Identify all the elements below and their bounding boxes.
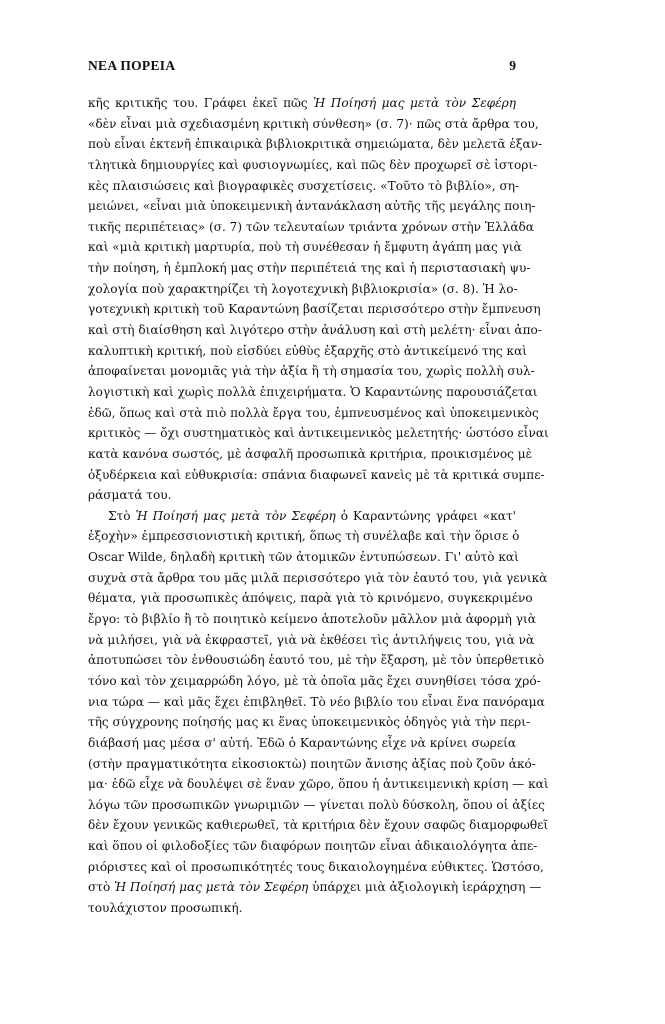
- text-line: [88, 176, 520, 197]
- text-run: θέματα, γιὰ προσωπικὲς ἀπόψεις, παρὰ γιὰ τὸ κρινόμενο, συγκεκριμένο: [88, 591, 533, 606]
- text-line: [88, 712, 531, 733]
- text-run: ἐδῶ, ὅπως καὶ στὰ πιὸ πολλὰ ἔργα του, ἐμπνευσμένος καὶ ὑποκειμενικὸς: [88, 405, 539, 420]
- text-run: ἐξοχὴν» ἐμπρεσσιονιστικὴ κριτική, ὅπως τὴ συνέλαβε καὶ τὴν ὅρισε ὁ: [88, 529, 520, 544]
- paragraph: [88, 93, 549, 506]
- text-line: [88, 506, 516, 527]
- text-run: τόνο καὶ τὸν χειμαρρώδη λόγο, μὲ τὰ ὁποῖα μᾶς ἔχει συνηθίσει τόσα χρό-: [88, 673, 541, 688]
- text-run: νια τώρα — καὶ μᾶς ἔχει ἐπιβληθεῖ. Τὸ νέο βιβλίο του εἶναι ἕνα πανόραμα: [88, 694, 545, 709]
- body-text: [88, 93, 549, 919]
- text-run: μειώνει, «εἶναι μιὰ ὑποκειμενικὴ ἀντανάκλαση αὐτῆς τῆς μεγάλης ποιη-: [88, 199, 536, 214]
- text-line: [88, 526, 520, 547]
- text-run: λογιστικὴ καὶ χωρὶς πολλὰ ἐπιχειρήματα. Ὁ Καραντώνης παρουσιάζεται: [88, 384, 538, 399]
- text-run: καλυπτικὴ κριτική, ποὺ εἰσδύει εὐθὺς ἐξαρχῆς στὸ ἀντικείμενό της καὶ: [88, 343, 527, 358]
- paragraph: [88, 506, 549, 919]
- text-run: ὁ Καραντώνης γράφει «κατ': [335, 508, 516, 523]
- text-line: [88, 134, 543, 155]
- text-line: [88, 754, 536, 775]
- text-run: καὶ στὴ διαίσθηση καὶ λιγότερο στὴν ἀνάλυση καὶ στὴ μελέτη· εἶναι ἀπο-: [88, 323, 542, 338]
- text-run: τλητικὰ δημιουργίες καὶ φυσιογνωμίες, καὶ πῶς δὲν προχωρεῖ σὲ ἱστορι-: [88, 157, 538, 172]
- text-run: ποὺ εἶναι ἐκτενῆ ἐπικαιρικὰ βιβλιοκριτικὰ σημειώματα, δὲν μελετᾶ ἐξαν-: [88, 137, 543, 152]
- text-run: ὑπάρχει μιὰ ἀξιολογικὴ ἱεράρχηση —: [308, 880, 542, 895]
- book-title: Ἡ Ποίησή μας μετὰ τὸν Σεφέρη: [313, 96, 516, 110]
- text-run: νὰ μιλήσει, γιὰ νὰ ἐκφραστεῖ, γιὰ νὰ ἐκθέσει τὶς ἀντιλήψεις του, γιὰ νὰ: [88, 632, 535, 647]
- text-line: [88, 299, 541, 320]
- text-line: [88, 609, 536, 630]
- text-line: [88, 279, 516, 300]
- text-line: [88, 795, 545, 816]
- text-run: λόγω τῶν προσωπικῶν γνωριμιῶν — γίνεται πολὺ δύσκολη, ὅπου οἱ ἀξίες: [88, 797, 545, 812]
- book-title: Ἡ Ποίησή μας μετὰ τὸν Σεφέρη: [135, 508, 336, 523]
- text-line: [88, 671, 541, 692]
- text-line: [88, 692, 545, 713]
- running-head: ΝΕΑ ΠΟΡΕΙΑ: [88, 58, 176, 73]
- text-line: [88, 588, 533, 609]
- text-line: [88, 733, 516, 754]
- text-line: [88, 361, 535, 382]
- text-line: [88, 382, 538, 403]
- text-run: μα· ἐδῶ εἶχε νὰ δουλέψει σὲ ἕναν χῶρο, ὅπου ἡ ἀντικειμενικὴ κρίση — καὶ: [88, 777, 549, 792]
- text-run: δὲν ἔχουν γενικῶς καθιερωθεῖ, τὰ κριτήρια δὲν ἔχουν σαφῶς διαμορφωθεῖ: [88, 818, 549, 833]
- text-run: κατὰ κανόνα σωστός, μὲ ἀσφαλῆ προσωπικὰ κριτήρια, προικισμένος μὲ: [88, 446, 533, 461]
- text-line: [88, 650, 545, 671]
- text-line: [88, 485, 516, 506]
- text-run: ἀποτυπώσει τὸν ἐνθουσιώδη ἑαυτό του, μὲ τὴν ἔξαρση, μὲ τὸν ὑπερθετικὸ: [88, 653, 545, 668]
- text-run: Στὸ: [108, 508, 136, 523]
- text-line: [88, 423, 549, 444]
- text-line: [88, 403, 539, 424]
- page-header: [88, 58, 516, 76]
- text-run: ἀποφαίνεται μονομιᾶς γιὰ τὴν ἀξία ἢ τὴ σημασία του, χωρὶς πολλὴ συλ-: [88, 364, 535, 379]
- text-run: χολογία ποὺ χαρακτηρίζει τὴ λογοτεχνικὴ βιβλιοκρισία» (σ. 8). Ἡ λο-: [88, 281, 518, 296]
- text-line: [88, 568, 548, 589]
- book-title: Ἡ Ποίησή μας μετὰ τὸν Σεφέρη: [114, 880, 309, 895]
- text-line: [88, 444, 533, 465]
- text-line: [88, 237, 522, 258]
- text-line: [88, 857, 544, 878]
- text-run: ὀξυδέρκεια καὶ εὐθυκρισία: σπάνια διαφωνεῖ κανεὶς μὲ τὰ κριτικά συμπε-: [88, 467, 545, 482]
- text-line: [88, 341, 527, 362]
- text-run: τὴν ποίηση, ἡ ἐμπλοκή μας στὴν περιπέτειά της καὶ ἡ περιστασιακὴ ψυ-: [88, 261, 531, 276]
- text-run: κριτικὸς — ὄχι συστηματικὸς καὶ ἀντικειμενικὸς μελετητής· ὡστόσο εἶναι: [88, 426, 549, 441]
- text-run: ριόριστες καὶ οἱ προσωπικότητές τους δικαιολογημένα εὐθικτες. Ὡστόσο,: [88, 859, 544, 874]
- text-run: «δὲν εἶναι μιὰ σχεδιασμένη κριτικὴ σύνθεση» (σ. 7)· πῶς στὰ ἄρθρα του,: [88, 116, 539, 131]
- text-line: [88, 836, 538, 857]
- text-line: [88, 114, 539, 135]
- text-run: καὶ «μιὰ κριτικὴ μαρτυρία, ποὺ τὴ συνέθεσαν ἡ ἔμφυτη ἀγάπη μας γιὰ: [88, 240, 522, 255]
- text-line: [88, 320, 542, 341]
- text-run: διάβασή μας μέσα σ' αὐτή. Ἐδῶ ὁ Καραντώνης εἶχε νὰ κρίνει σωρεία: [88, 735, 516, 750]
- text-run: (στὴν πραγματικότητα εἰκοσιοκτὼ) ποιητῶν ἄνισης ἀξίας ποὺ ζοῦν ἀκό-: [88, 756, 536, 771]
- text-run: τῆς σύγχρονης ποίησής μας κι ἕνας ὑποκειμενικὸς ὁδηγὸς γιὰ τὴν περι-: [88, 715, 531, 730]
- text-run: τουλάχιστον προσωπική.: [88, 900, 243, 915]
- text-line: [88, 217, 534, 238]
- text-line: [88, 196, 536, 217]
- page-number: 9: [509, 58, 516, 73]
- text-run: στὸ: [88, 880, 115, 895]
- text-run: καὶ ὅπου οἱ φιλοδοξίες τῶν διαφόρων ποιητῶν εἶναι ἀδικαιολόγητα ἀπε-: [88, 839, 538, 854]
- text-line: [88, 547, 519, 568]
- text-line: [88, 815, 549, 836]
- text-run: γοτεχνικὴ κριτικὴ τοῦ Καραντώνη βασίζεται περισσότερο στὴν ἔμπνευση: [88, 302, 541, 317]
- text-line: [88, 465, 545, 486]
- text-line: [88, 93, 516, 114]
- text-line: [88, 877, 542, 898]
- text-run: κὲς πλαισιώσεις καὶ βιογραφικὲς συσχετίσεις. «Τοῦτο τὸ βιβλίο», ση-: [88, 178, 520, 193]
- text-run: τικῆς περιπέτειας» (σ. 7) τῶν τελευταίων τριάντα χρόνων στὴν Ἑλλάδα: [88, 219, 534, 234]
- text-run: Oscar Wilde, δηλαδὴ κριτικὴ τῶν ἀτομικῶν ἐντυπώσεων. Γι' αὐτὸ καὶ: [88, 550, 519, 565]
- text-line: [88, 630, 535, 651]
- text-line: [88, 774, 549, 795]
- text-line: [88, 155, 538, 176]
- text-line: [88, 258, 531, 279]
- text-line: [88, 898, 516, 919]
- text-run: συχνὰ στὰ ἄρθρα του μᾶς μιλᾶ περισσότερο γιὰ τὸν ἑαυτό του, γιὰ γενικὰ: [88, 570, 548, 585]
- text-run: κῆς κριτικῆς του. Γράφει ἐκεῖ πῶς: [88, 96, 314, 110]
- text-run: ἔργο: τὸ βιβλίο ἢ τὸ ποιητικὸ κείμενο ἀποτελοῦν μᾶλλον μιὰ ἀφορμὴ γιὰ: [88, 612, 536, 627]
- text-run: ράσματά του.: [88, 488, 172, 503]
